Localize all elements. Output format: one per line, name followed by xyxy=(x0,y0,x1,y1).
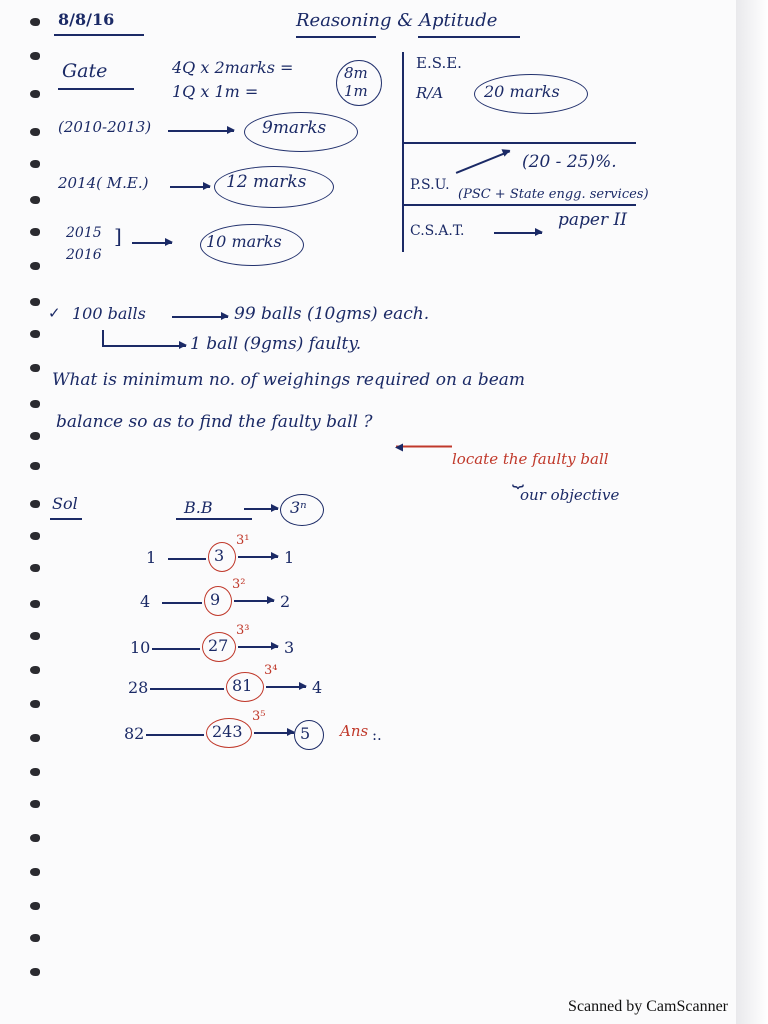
problem-line1-b: 99 balls (10gms) each. xyxy=(234,304,430,324)
psu-note: (PSC + State engg. services) xyxy=(458,187,649,202)
row-right-value: 1 xyxy=(284,548,295,567)
table-vertical-line xyxy=(402,52,404,252)
gate-line2: 1Q x 1m = xyxy=(172,82,259,101)
table-line-2 xyxy=(402,204,636,206)
binding-hole xyxy=(30,196,40,204)
gate-line1: 4Q x 2marks = xyxy=(172,58,294,77)
csat-paper: paper II xyxy=(558,210,627,230)
bb-underline xyxy=(176,518,252,520)
brace: ⏟ xyxy=(512,464,524,488)
arrow-2010 xyxy=(168,130,234,132)
year-2016: 2016 xyxy=(66,247,102,263)
binding-hole xyxy=(30,400,40,408)
problem-line1-a: 100 balls xyxy=(72,304,146,323)
row-power: 3¹ xyxy=(236,533,250,548)
row-connector xyxy=(146,734,204,736)
gate-label: Gate xyxy=(62,60,108,82)
psu-label: P.S.U. xyxy=(410,177,450,193)
note-objective: our objective xyxy=(520,486,620,504)
binding-hole xyxy=(30,532,40,540)
row-left-value: 82 xyxy=(124,724,145,743)
binding-hole xyxy=(30,834,40,842)
binding-hole xyxy=(30,90,40,98)
row-arrow xyxy=(238,646,278,648)
binding-hole xyxy=(30,666,40,674)
row-left-value: 1 xyxy=(146,548,157,567)
table-line-1 xyxy=(402,142,636,144)
binding-hole xyxy=(30,262,40,270)
row-circle-value: 243 xyxy=(212,722,243,741)
row-arrow xyxy=(266,686,306,688)
binding-hole xyxy=(30,632,40,640)
solution-underline xyxy=(50,518,82,520)
gate-line1-result: 8m xyxy=(344,64,368,82)
answer: Ans xyxy=(340,722,369,740)
arrow-2014 xyxy=(170,186,210,188)
answer-circle xyxy=(294,720,324,750)
ese-marks: 20 marks xyxy=(484,82,560,101)
question-line2: balance so as to find the faulty ball ? xyxy=(56,412,373,432)
row-power: 3² xyxy=(232,577,246,592)
binding-hole xyxy=(30,364,40,372)
title-underline-1 xyxy=(296,36,376,38)
binding-hole xyxy=(30,902,40,910)
row-arrow xyxy=(234,600,274,602)
check-mark: ✓ xyxy=(48,304,61,322)
row-circle-value: 27 xyxy=(208,636,229,655)
psu-percent: (20 - 25)%. xyxy=(522,152,617,172)
years-2010: (2010-2013) xyxy=(58,118,152,136)
bracket: ] xyxy=(114,224,122,248)
binding-hole xyxy=(30,160,40,168)
row-power: 3⁵ xyxy=(252,709,266,724)
row-left-value: 4 xyxy=(140,592,151,611)
row-left-value: 10 xyxy=(130,638,151,657)
arrow-2015 xyxy=(132,242,172,244)
year-2015: 2015 xyxy=(66,225,102,241)
years-2014: 2014( M.E.) xyxy=(58,174,149,192)
row-power: 3³ xyxy=(236,623,250,638)
row-arrow xyxy=(238,556,278,558)
page-title: Reasoning & Aptitude xyxy=(296,10,498,31)
binding-hole xyxy=(30,734,40,742)
scanner-watermark: Scanned by CamScanner xyxy=(568,998,728,1015)
bb-arrow xyxy=(244,508,278,510)
note-arrow xyxy=(396,446,452,448)
row-right-value: 3 xyxy=(284,638,295,657)
row-power: 3⁴ xyxy=(264,663,278,678)
row-arrow xyxy=(254,732,294,734)
binding-hole xyxy=(30,500,40,508)
row-connector xyxy=(162,602,202,604)
binding-hole xyxy=(30,800,40,808)
binding-hole xyxy=(30,462,40,470)
row-circle-value: 3 xyxy=(214,546,225,565)
row-right-value: 2 xyxy=(280,592,291,611)
row-circle-value: 81 xyxy=(232,676,253,695)
binding-hole xyxy=(30,768,40,776)
binding-hole xyxy=(30,18,40,26)
branch-vertical xyxy=(102,330,104,346)
binding-hole xyxy=(30,968,40,976)
row-connector xyxy=(150,688,224,690)
ese-label: E.S.E. xyxy=(416,54,462,72)
binding-hole xyxy=(30,52,40,60)
binding-hole xyxy=(30,934,40,942)
problem-arrow-2 xyxy=(102,345,186,347)
row-connector xyxy=(168,558,206,560)
title-underline-2 xyxy=(418,36,520,38)
csat-label: C.S.A.T. xyxy=(410,223,465,239)
gate-underline xyxy=(58,88,134,90)
marks-2015: 10 marks xyxy=(206,232,282,251)
binding-hole xyxy=(30,564,40,572)
ra-label: R/A xyxy=(416,84,444,102)
bb-result: 3ⁿ xyxy=(290,498,307,517)
question-line1: What is minimum no. of weighings required on a beam xyxy=(52,370,526,390)
binding-hole xyxy=(30,228,40,236)
solution-label: Sol xyxy=(52,494,78,513)
binding-hole xyxy=(30,330,40,338)
problem-line2: 1 ball (9gms) faulty. xyxy=(190,334,362,354)
binding-hole xyxy=(30,868,40,876)
gate-line2-result: 1m xyxy=(344,82,368,100)
marks-2014: 12 marks xyxy=(226,172,307,192)
row-left-value: 28 xyxy=(128,678,149,697)
csat-arrow xyxy=(494,232,542,234)
date: 8/8/16 xyxy=(58,10,115,29)
row-circle-value: 9 xyxy=(210,590,221,609)
binding-hole xyxy=(30,432,40,440)
note-locate: locate the faulty ball xyxy=(452,450,609,468)
therefore-dots: :. xyxy=(372,726,382,744)
page-edge xyxy=(736,0,768,1024)
problem-arrow-1 xyxy=(172,316,228,318)
binding-hole xyxy=(30,600,40,608)
marks-2010: 9marks xyxy=(262,118,327,138)
row-right-value: 5 xyxy=(300,724,311,743)
binding-hole xyxy=(30,700,40,708)
psu-arrow xyxy=(456,150,510,173)
date-underline xyxy=(54,34,144,36)
row-connector xyxy=(152,648,200,650)
row-right-value: 4 xyxy=(312,678,323,697)
binding-hole xyxy=(30,128,40,136)
binding-hole xyxy=(30,298,40,306)
bb-label: B.B xyxy=(184,498,213,517)
